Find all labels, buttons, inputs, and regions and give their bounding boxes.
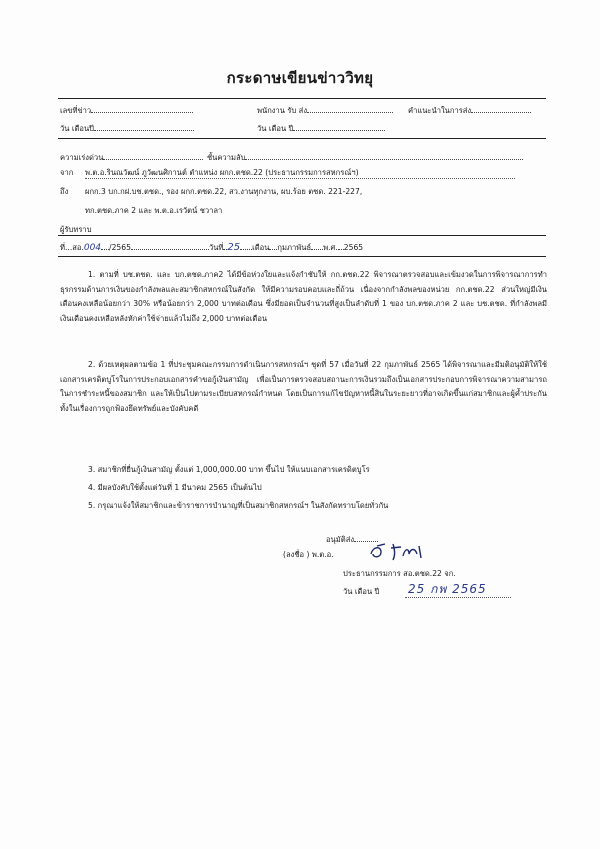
- footer-date-handwritten: 25 กพ 2565: [408, 582, 487, 596]
- staff-field: [257, 103, 393, 117]
- month-value: กุมภาพันธ์: [277, 243, 312, 252]
- day-value: 25: [227, 242, 241, 253]
- date-left-label: วัน เดือนปี: [60, 124, 94, 133]
- to-line-1: ผกก.3 บก.กฝ.บช.ตชด., รอง ผกก.ตชด.22, สว.งานทุกงาน, ผบ.ร้อย ตชด. 221-227,: [85, 187, 363, 196]
- year-label: พ.ศ.: [323, 243, 338, 252]
- priority-label: ความเร่งด่วน: [60, 153, 104, 162]
- from-value: พ.ต.อ.รินณวัฒน์ ภูวัฒนศิกานต์ ตำแหน่ง ผกก.ตชด.22 (ประธานกรรมการสหกรณ์ฯ): [85, 168, 359, 177]
- year-value: 2565: [343, 243, 364, 252]
- day-label: วันที่: [208, 243, 224, 252]
- ref-prefix: ที่...สอ.: [60, 243, 84, 252]
- header-bottom-rule: [58, 256, 546, 257]
- approve-label: อนุมัติส่ง: [326, 535, 355, 544]
- date-left-field: [60, 121, 194, 135]
- date-right-label: วัน เดือน ปี: [257, 124, 294, 133]
- signer-position: ประธานกรรมการ สอ.ตชด.22 จก.: [343, 569, 456, 578]
- from-label: จาก: [60, 168, 74, 177]
- secrecy-label: ชั้นความลับ: [207, 153, 246, 162]
- header-mid-rule: [58, 138, 546, 139]
- paragraph-1: 1. ตามที่ บช.ตชด. และ บก.ตชด.ภาค2 ได้มีข้อห่วงใยและแจ้งกำชับให้ กก.ตชด.22 พิจารณาตรวจสอบและเข้มงวดในการพิจารณาการทำธุรกรรมด้านการเงินของกำลังพลและสมาชิกสหกรณ์ในสังกัด ให้มีความรอบคอบและถี่ถ้วน เนื่องจากกำลังพลของหน่วย กก.ตชด.22 ส่วนใหญ่มีเงินเดือนคงเหลือน้อยกว่า 30% หรือน้อยกว่า 2,000 บาทต่อเดือน ซึ่งมียอดเป็นจำนวนที่สูงเป็นลำดับที่ 1 ของ บก.ตชด.ภาค 2 และ บช.ตชด. ที่กำลังพลมีเงินเดือนคงเหลือหลังหักค่าใช้จ่ายแล้วไม่ถึง 2,000 บาทต่อเดือน: [60, 270, 547, 323]
- advice-field: [408, 103, 531, 117]
- cc-rule: [58, 235, 546, 236]
- paragraph-5: 5. กรุณาแจ้งให้สมาชิกและข้าราชการบำนาญที่เป็นสมาชิกสหกรณ์ฯ ในสังกัดทราบโดยทั่วกัน: [88, 501, 389, 510]
- to-label: ถึง: [60, 187, 69, 196]
- ref-year: /2565: [109, 243, 131, 252]
- ref-number: 004: [83, 243, 102, 253]
- advice-label: คำแนะนำในการส่ง: [408, 106, 472, 115]
- paragraph-3: 3. สมาชิกที่ยื่นกู้เงินสามัญ ตั้งแต่ 1,000,000.00 บาท ขึ้นไป ให้แนบเอกสารเครดิตบูโร: [88, 465, 370, 474]
- signature-image: [367, 540, 437, 562]
- news-no-field: [60, 103, 193, 117]
- footer-date-label: วัน เดือน ปี: [343, 587, 380, 596]
- reference-row: [60, 240, 363, 254]
- to-line-2: ทก.ตชด.ภาค 2 และ พ.ต.อ.เรวัตน์ ชวาลา: [85, 206, 223, 215]
- secrecy-field: [207, 150, 523, 164]
- date-right-field: [257, 121, 385, 135]
- handwritten-signature: [367, 540, 437, 562]
- header-top-rule: [58, 98, 546, 99]
- paragraph-4: 4. มีผลบังคับใช้ตั้งแต่วันที่ 1 มีนาคม 2565 เป็นต้นไป: [88, 483, 262, 492]
- staff-label: พนักงาน รับ ส่ง: [257, 106, 308, 115]
- news-no-label: เลขที่ข่าว: [60, 106, 92, 115]
- paragraph-2: 2. ด้วยเหตุผลตามข้อ 1 ที่ประชุมคณะกรรมการดำเนินการสหกรณ์ฯ ชุดที่ 57 เมื่อวันที่ 22 กุมภาพันธ์ 2565 ได้พิจารณาและมีมติอนุมัติให้ใช้เอกสารเครดิตบูโรในการประกอบเอกสารคำขอกู้เงินสามัญ เพื่อเป็นการตรวจสอบสถานะการเงินรวมถึงเป็นเอกสารประกอบการพิจารณาความสามารถในการชำระหนี้ของสมาชิก และให้เป็นไปตามระเบียบสหกรณ์กำหนด โดยเป็นการแก้ไขปัญหาหนี้สินในระยะยาวที่อาจเกิดขึ้นแก่สมาชิกและผู้ค้ำประกัน ทั้งในเรื่องการถูกฟ้องยึดทรัพย์และบังคับคดี: [60, 360, 547, 413]
- month-label: เดือน: [252, 243, 270, 252]
- document-title: กระดาษเขียนข่าววิทยุ: [226, 69, 374, 87]
- sign-label: (ลงชื่อ ) พ.ต.อ.: [283, 550, 334, 559]
- cc-label: ผู้รับทราบ: [60, 225, 92, 234]
- priority-field: [60, 150, 203, 164]
